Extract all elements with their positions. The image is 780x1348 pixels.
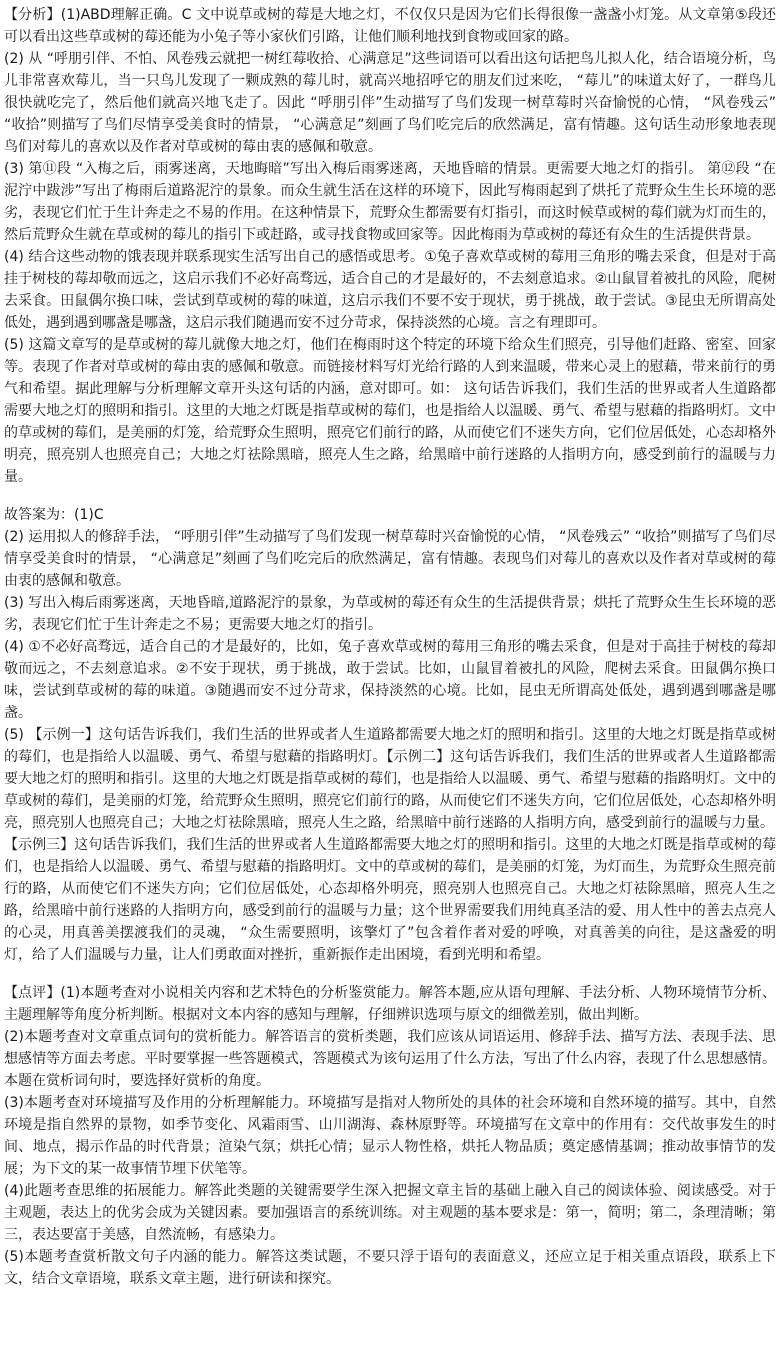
commentary-part-5: (5)本题考查赏析散文句子内涵的能力。解答这类试题，不要只浮于语句的表面意义，还应立足于相关重点语段，联系上下文，结合文章语境，联系文章主题，进行研读和探究。 xyxy=(4,1249,776,1287)
answer-part-5-example-3: 【示例三】这句话告诉我们，我们生活的世界或者人生道路都需要大地之灯的照明和指引。这里的大地之灯既是指草或树的莓们，也是指给人以温暖、勇气、希望与慰藉的指路明灯。文中的草或树的莓们，是美丽的灯笼，为灯而生，为荒野众生照亮前行的路，从而使它们不迷失方向；它们位居低处，心态却格外明亮，照亮别人也照亮自己。大地之灯祛除黑暗，照亮人生之路，给黑暗中前行迷路的人指明方向，感受到前行的温暖与力量；这个世界需要我们用纯真圣洁的爱、用人性中的善去点亮人的心灵，用真善美摆渡我们的灵魂， “众生需要照明，该擎灯了”包含着作者对爱的呼唤，对真善美的向往，是这盏爱的明灯，给了人们温暖与力量，让人们勇敢面对挫折，重新振作走出困境，看到光明和希望。 xyxy=(4,837,776,963)
commentary-part-2: (2)本题考查对文章重点词句的赏析能力。解答语言的赏析类题，我们应该从词语运用、修辞手法、描写方法、表现手法、思想感情等方面去考虑。平时要掌握一些答题模式，答题模式为该句运用了什么方法，写出了什么内容，表现了什么思想感情。本题在赏析词句时，要选择好赏析的角度。 xyxy=(4,1029,776,1089)
analysis-part-5: (5) 这篇文章写的是草或树的莓儿就像大地之灯，他们在梅雨时这个特定的环境下给众生们照亮，引导他们赶路、密室、回家等。表现了作者对草或树的莓由衷的感佩和敬意。而链接材料写灯光给行路的人到来温暖，带来心灵上的慰藉，带来前行的勇气和希望。据此理解与分析理解文章开头这句话的内涵，意对即可。如： 这句话告诉我们，我们生活的世界或者人生道路都需要大地之灯的照明和指引。这里的大地之灯既是指草或树的莓们，也是指给人以温暖、勇气、希望与慰藉的指路明灯。文中的草或树的莓们，是美丽的灯笼，给荒野众生照明，照亮它们前行的路，从而使它们不迷失方向，它们位居低处，心态却格外明亮，照亮别人也照亮自己；大地之灯祛除黑暗，照亮人生之路，给黑暗中前行迷路的人指明方向，感受到前行的温暖与力量。 xyxy=(4,337,776,485)
analysis-part-1: 【分析】(1)ABD理解正确。C 文中说草或树的莓是大地之灯，不仅仅只是因为它们长得很像一盏盏小灯笼。从文章第⑤段还可以看出这些草或树的莓还能为小兔子等小家伙们引路，让他们顺利地找到食物或回家的路。 xyxy=(4,7,776,45)
answer-part-2: (2) 运用拟人的修辞手法， “呼朋引伴”生动描写了鸟们发现一树草莓时兴奋愉悦的心情， “风卷残云” “收拾”则描写了鸟们尽情享受美食时的情景， “心满意足”刻画了鸟们吃完后的欣然满足，富有情趣。表现鸟们对莓儿的喜欢以及作者对草或树的莓由衷的感佩和敬意。 xyxy=(4,529,776,589)
answer-part-5: (5) 【示例一】这句话告诉我们，我们生活的世界或者人生道路都需要大地之灯的照明和指引。这里的大地之灯既是指草或树的莓们，也是指给人以温暖、勇气、希望与慰藉的指路明灯。【示例二】这句话告诉我们，我们生活的世界或者人生道路都需要大地之灯的照明和指引。这里的大地之灯既是指草或树的莓们，也是指给人以温暖、勇气、希望与慰藉的指路明灯。文中的草或树的莓们，是美丽的灯笼，给荒野众生照明，照亮它们前行的路，从而使它们不迷失方向，它们位居低处，心态却格外明亮，照亮别人也照亮自己；大地之灯祛除黑暗，照亮人生之路，给黑暗中前行迷路的人指明方向，感受到前行的温暖与力量。 xyxy=(4,727,776,831)
analysis-part-2: (2) 从 “呼朋引伴、不怕、风卷残云就把一树红莓收拾、心满意足”这些词语可以看出这句话把鸟儿拟人化，结合语境分析，鸟儿非常喜欢莓儿，当一只鸟儿发现了一颗成熟的莓儿时，就高兴地招呼它的朋友们过来吃， “莓儿”的味道太好了，一群鸟儿很快就吃完了，然后他们就高兴地飞走了。因此 “呼朋引伴”生动描写了鸟们发现一树草莓时兴奋愉悦的心情， “风卷残云” “收拾”则描写了鸟们尽情享受美食时的情景， “心满意足”刻画了鸟们吃完后的欣然满足，富有情趣。这句话生动形象地表现鸟们对莓儿的喜欢以及作者对草或树的莓由衷的感佩和敬意。 xyxy=(4,51,776,155)
commentary-part-3: (3)本题考查对环境描写及作用的分析理解能力。环境描写是指对人物所处的具体的社会环境和自然环境的描写。其中，自然环境是指自然界的景物，如季节变化、风霜雨雪、山川湖海、森林原野等。环境描写在文章中的作用有：交代故事发生的时间、地点，揭示作品的时代背景；渲染气氛；烘托心情；显示人物性格，烘托人物品质；奠定感情基调；推动故事情节的发展；为下文的某一故事情节埋下伏笔等。 xyxy=(4,1095,776,1177)
commentary-section xyxy=(4,982,776,1290)
section-spacer xyxy=(4,488,776,504)
answer-part-4: (4) ①不必好高骛远，适合自己的才是最好的，比如，兔子喜欢草或树的莓用三角形的嘴去采食，但是对于高挂于树枝的莓却敬而远之，不去刻意追求。②不安于现状，勇于挑战，敢于尝试。比如，山鼠冒着被扎的风险，爬树去采食。田鼠偶尔换口味，尝试到草或树的莓的味道。③随遇而安不过分苛求，保持淡然的心境。比如，昆虫无所谓高处低处，遇到遇到哪盏是哪盏。 xyxy=(4,639,776,721)
commentary-part-4: (4)此题考查思维的拓展能力。解答此类题的关键需要学生深入把握文章主旨的基础上融入自己的阅读体验、阅读感受。对于主观题，表达上的优劣会成为关键因素。要加强语言的系统训练。对主观题的基本要求是：第一，简明；第二，条理清晰；第三，表达要富于美感，自然流畅，有感染力。 xyxy=(4,1183,776,1243)
analysis-section xyxy=(4,4,776,488)
commentary-part-1: 【点评】(1)本题考查对小说相关内容和艺术特色的分析鉴赏能力。解答本题,应从语句理解、手法分析、人物环境情节分析、主题理解等角度分析判断。根据对文本内容的感知与理解，仔细辨识选项与原文的细微差别，做出判断。 xyxy=(4,985,776,1023)
analysis-part-3: (3) 第⑪段 “入梅之后，雨雾迷离，天地晦暗”写出入梅后雨雾迷离，天地昏暗的情景。更需要大地之灯的指引。 第⑫段 “在泥泞中跋涉”写出了梅雨后道路泥泞的景象。而众生就生活在这样的环境下，因此写梅雨起到了烘托了荒野众生生长环境的恶劣，表现它们忙于生计奔走之不易的作用。在这种情景下，荒野众生都需要有灯指引，而这时候草或树的莓们就为灯而生的，然后荒野众生就在草或树的莓儿的指引下或赶路，或寻找食物或回家等。因此梅雨为草或树的莓还有众生的生活提供背景。 xyxy=(4,161,776,243)
answer-part-3: (3) 写出入梅后雨雾迷离，天地昏暗,道路泥泞的景象，为草或树的莓还有众生的生活提供背景；烘托了荒野众生生长环境的恶劣，表现它们忙于生计奔走之不易；更需要大地之灯的指引。 xyxy=(4,595,776,633)
section-spacer xyxy=(4,966,776,982)
analysis-part-4: (4) 结合这些动物的饿表现并联系现实生活写出自己的感悟或思考。①兔子喜欢草或树的莓用三角形的嘴去采食，但是对于高挂于树枝的莓却敬而远之，这启示我们不必好高骛远，适合自己的才是最好的，不去刻意追求。②山鼠冒着被扎的风险，爬树去采食。田鼠偶尔换口味，尝试到草或树的莓的味道，这启示我们不要不安于现状，勇于挑战，敢于尝试。③昆虫无所谓高处低处，遇到遇到哪盏是哪盏，这启示我们随遇而安不过分苛求，保持淡然的心境。言之有理即可。 xyxy=(4,249,776,331)
answer-section xyxy=(4,504,776,966)
answer-part-1: 故答案为：(1)C xyxy=(4,507,104,523)
